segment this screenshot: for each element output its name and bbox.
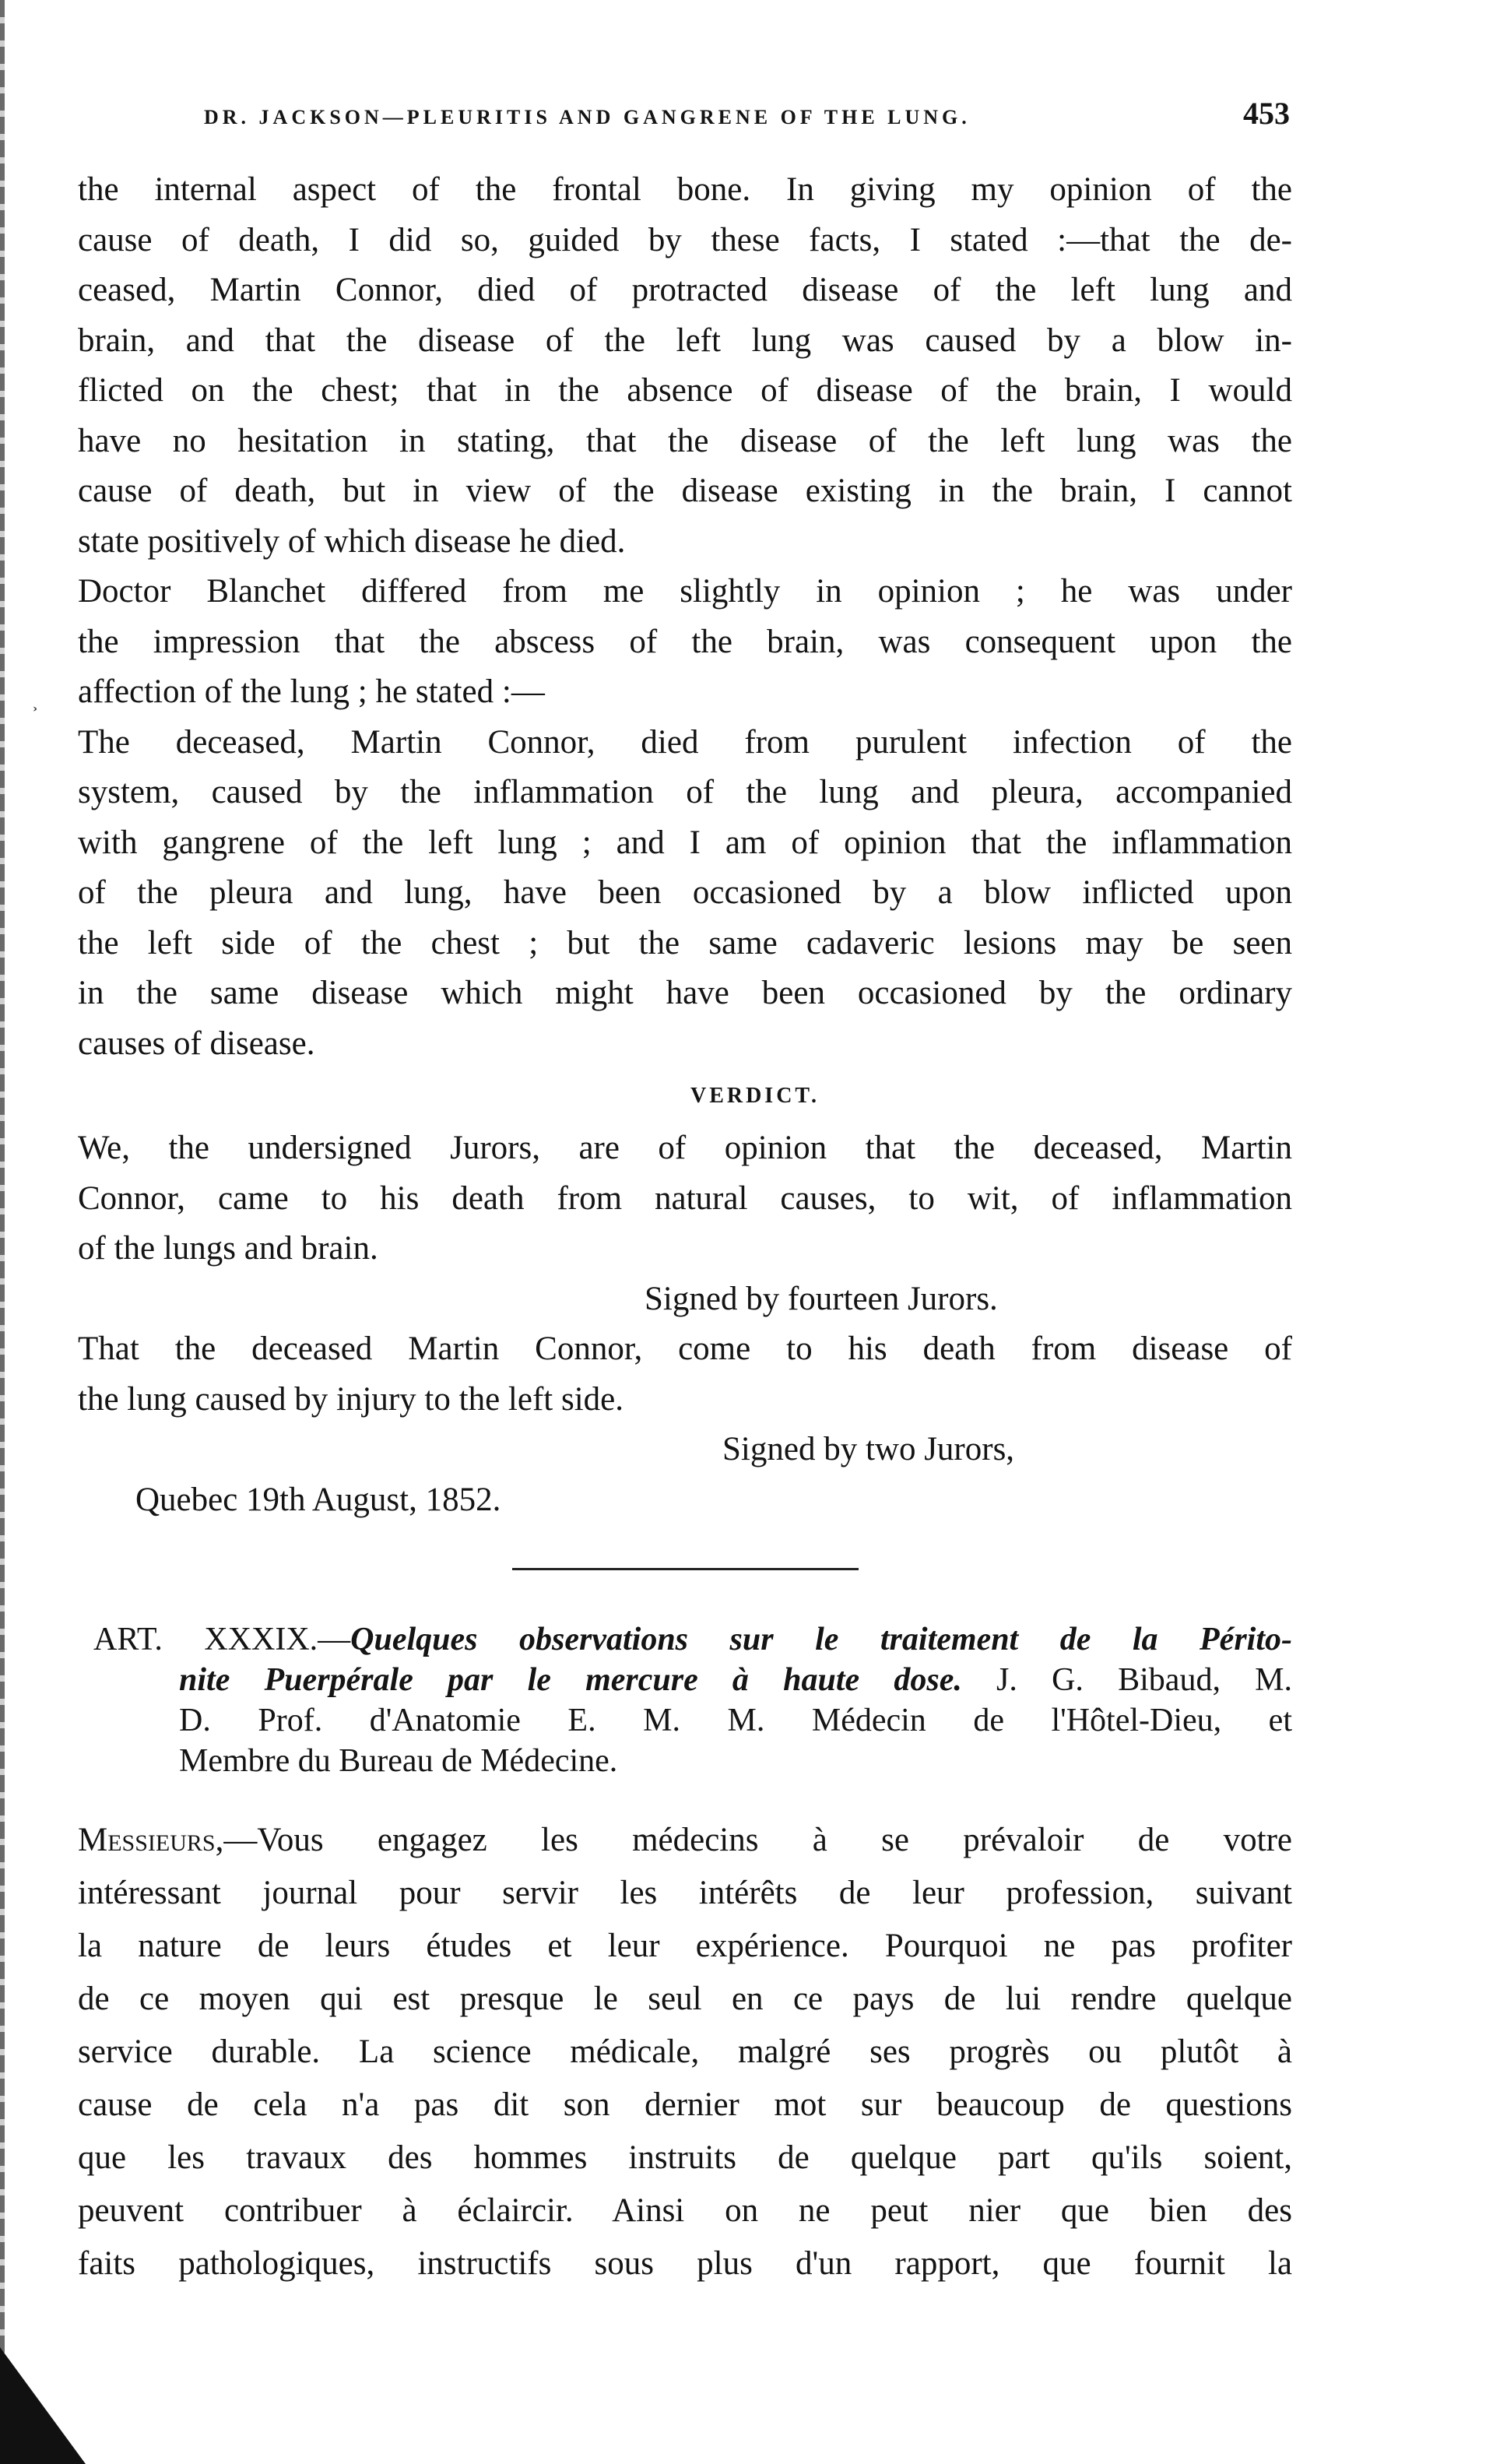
text-line: Connor, came to his death from natural causes, to wit, of inflammation (78, 1179, 1292, 1217)
text-line: The deceased, Martin Connor, died from purulent infection of the (78, 723, 1292, 761)
text-line: system, caused by the inflammation of the lung and pleura, accompanied (78, 774, 1292, 810)
verdict-paragraph-2 (78, 1324, 1292, 1425)
article-title-cont: nite Puerpérale par le mercure à haute dose. (179, 1662, 962, 1698)
text-line: ceased, Martin Connor, died of protracted disease of the left lung and (78, 272, 1292, 308)
running-head (204, 95, 1290, 132)
text-line: We, the undersigned Jurors, are of opinion that the deceased, Martin (78, 1130, 1292, 1166)
text-line: brain, and that the disease of the left lung was caused by a blow in- (78, 322, 1292, 359)
text-line: of the pleura and lung, have been occasioned by a blow inflicted upon (78, 874, 1292, 911)
text-line: That the deceased Martin Connor, come to his death from disease of (78, 1330, 1292, 1367)
text-line: causes of disease. (78, 1025, 315, 1062)
article-line-3: D. Prof. d'Anatomie E. M. M. Médecin de l'Hôtel-Dieu, et (179, 1703, 1292, 1738)
text-line: de ce moyen qui est presque le seul en ce pays de lui rendre quelque (78, 1981, 1292, 2017)
text-line: the lung caused by injury to the left side. (78, 1380, 624, 1418)
article-number: ART. XXXIX.— (93, 1622, 351, 1657)
text-line: faits pathologiques, instructifs sous plus d'un rapport, que fournit la (78, 2245, 1292, 2282)
text-line: la nature de leurs études et leur expérience. Pourquoi ne pas profiter (78, 1928, 1292, 1964)
text-line: of the lungs and brain. (78, 1230, 378, 1267)
text-line: affection of the lung ; he stated :— (78, 673, 545, 710)
text-line: cause de cela n'a pas dit son dernier mot sur beaucoup de questions (78, 2086, 1292, 2123)
paragraph-2 (78, 567, 1292, 718)
salutation: Messieurs, (78, 1822, 224, 1858)
article-title: Quelques observations sur le traitement de la Périto- (350, 1622, 1292, 1657)
article-heading (93, 1619, 1292, 1781)
text-line: state positively of which disease he died. (78, 522, 626, 560)
body-text (78, 165, 1292, 1525)
text-line: with gangrene of the left lung ; and I am of opinion that the inflammation (78, 824, 1292, 861)
text-line: the internal aspect of the frontal bone. In giving my opinion of the (78, 171, 1292, 208)
text-line: service durable. La science médicale, malgré ses progrès ou plutôt à (78, 2033, 1292, 2070)
section-divider (512, 1568, 859, 1570)
signature-fourteen-jurors: Signed by fourteen Jurors. (645, 1280, 998, 1317)
letter-text (78, 1814, 1292, 2290)
paragraph-3 (78, 718, 1292, 1070)
page-gutter-edge (0, 0, 5, 2464)
article-line-2 (93, 1660, 1292, 1700)
text-line: the impression that the abscess of the brain, was consequent upon the (78, 623, 1292, 660)
text-line: cause of death, but in view of the disease existing in the brain, I cannot (78, 473, 1292, 509)
article-line-4: Membre du Bureau de Médecine. (179, 1743, 618, 1779)
letter-line-1 (78, 1814, 1292, 1867)
signature-two-jurors: Signed by two Jurors, (722, 1431, 1015, 1468)
letter-line-1-text: —Vous engagez les médecins à se prévaloir de votre (223, 1822, 1292, 1858)
text-line: the left side of the chest ; but the same cadaveric lesions may be seen (78, 924, 1292, 961)
paragraph-1 (78, 165, 1292, 567)
text-line: in the same disease which might have been occasioned by the ordinary (78, 975, 1292, 1011)
text-line: intéressant journal pour servir les intérêts de leur profession, suivant (78, 1875, 1292, 1911)
page-number: 453 (1243, 96, 1290, 131)
verdict-heading: VERDICT. (690, 1084, 820, 1108)
article-line-1 (93, 1619, 1292, 1660)
article-author: J. G. Bibaud, M. (961, 1662, 1292, 1698)
text-line: peuvent contribuer à éclaircir. Ainsi on ne peut nier que bien des (78, 2192, 1292, 2229)
text-line: flicted on the chest; that in the absence of disease of the brain, I would (78, 372, 1292, 409)
text-line: Doctor Blanchet differed from me slightly in opinion ; he was under (78, 573, 1292, 610)
text-line: cause of death, I did so, guided by these facts, I stated :—that the de- (78, 221, 1292, 258)
date-line: Quebec 19th August, 1852. (135, 1481, 501, 1518)
text-line: que les travaux des hommes instruits de quelque part qu'ils soient, (78, 2139, 1292, 2176)
text-line: have no hesitation in stating, that the disease of the left lung was the (78, 422, 1292, 459)
verdict-paragraph-1 (78, 1123, 1292, 1274)
scan-corner-shadow (0, 2347, 86, 2464)
running-title: DR. JACKSON—PLEURITIS AND GANGRENE OF THE LUNG. (204, 106, 971, 128)
margin-mark: ˲ (31, 685, 39, 712)
